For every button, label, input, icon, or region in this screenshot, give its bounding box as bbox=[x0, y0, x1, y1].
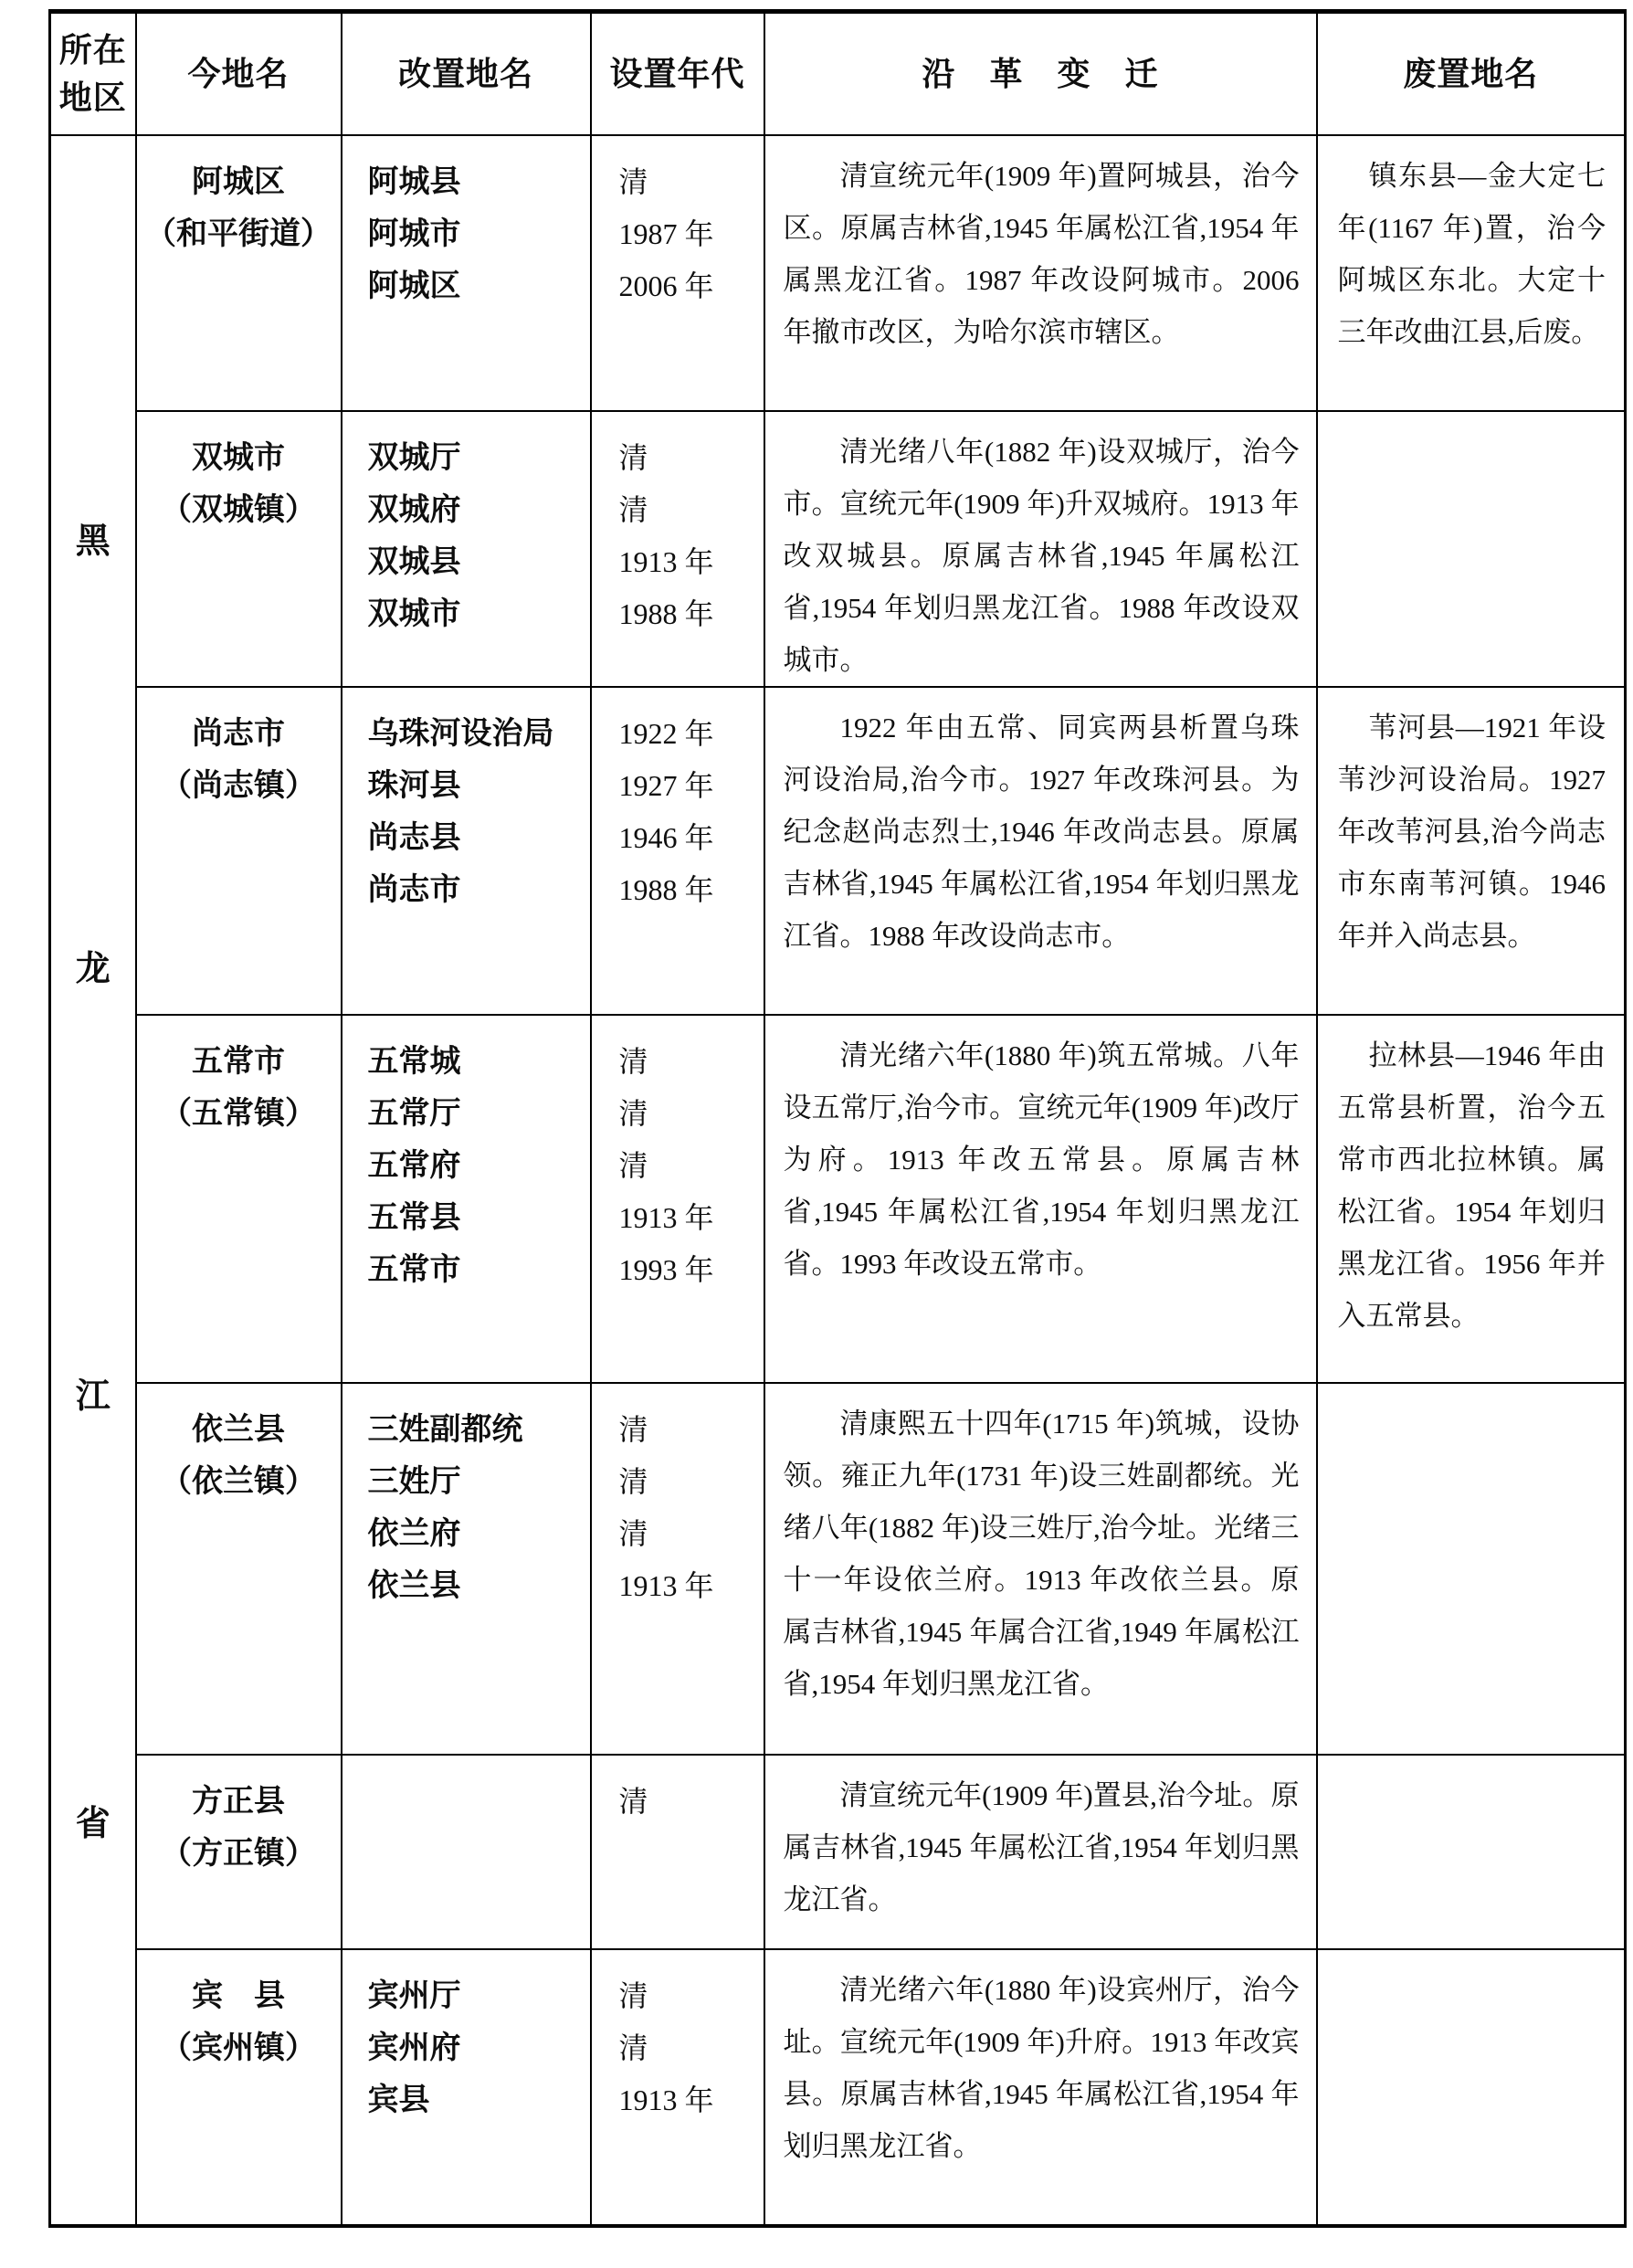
placename-history-table bbox=[48, 9, 1627, 2228]
cell-abolished bbox=[1317, 411, 1626, 687]
cell-today-name: 依兰县 （依兰镇） bbox=[136, 1383, 342, 1755]
cell-renamed bbox=[342, 1755, 591, 1949]
cell-abolished bbox=[1317, 1949, 1626, 2226]
table-row bbox=[50, 1949, 1626, 2226]
col-header-region bbox=[50, 12, 136, 135]
col-header-region-line1: 所在 bbox=[58, 30, 127, 69]
cell-era: 清 清 1913 年 1988 年 bbox=[591, 411, 764, 687]
cell-renamed: 五常城 五常厅 五常府 五常县 五常市 bbox=[342, 1015, 591, 1383]
col-header-region-line2: 地区 bbox=[58, 78, 127, 116]
col-header-era: 设置年代 bbox=[591, 12, 764, 135]
table-row bbox=[50, 1015, 1626, 1383]
col-header-evolution: 沿 革 变 迁 bbox=[764, 12, 1317, 135]
cell-abolished bbox=[1317, 1383, 1626, 1755]
cell-evolution: 清康熙五十四年(1715 年)筑城，设协领。雍正九年(1731 年)设三姓副都统。光绪八年(1882 年)设三姓厅,治今址。光绪三十一年设依兰府。1913 年改依兰县。原属吉林省,1945 年属合江省,1949 年属松江省,1954 年划归黑龙江省。 bbox=[764, 1383, 1317, 1755]
cell-renamed: 乌珠河设治局 珠河县 尚志县 尚志市 bbox=[342, 687, 591, 1015]
col-header-today: 今地名 bbox=[136, 12, 342, 135]
cell-abolished: 苇河县—1921 年设苇沙河设治局。1927 年改苇河县,治今尚志市东南苇河镇。1946 年并入尚志县。 bbox=[1317, 687, 1626, 1015]
region-vertical-label bbox=[51, 136, 135, 2222]
table-row bbox=[50, 411, 1626, 687]
region-char: 省 bbox=[75, 1804, 111, 1843]
cell-era: 清 清 清 1913 年 1993 年 bbox=[591, 1015, 764, 1383]
cell-today-name: 五常市 （五常镇） bbox=[136, 1015, 342, 1383]
cell-abolished bbox=[1317, 1755, 1626, 1949]
table-row bbox=[50, 135, 1626, 411]
scanned-page bbox=[48, 9, 1627, 2228]
cell-abolished: 拉林县—1946 年由五常县析置，治今五常市西北拉林镇。属松江省。1954 年划归黑龙江省。1956 年并入五常县。 bbox=[1317, 1015, 1626, 1383]
col-header-renamed: 改置地名 bbox=[342, 12, 591, 135]
cell-era: 清 清 1913 年 bbox=[591, 1949, 764, 2226]
cell-renamed: 宾州厅 宾州府 宾县 bbox=[342, 1949, 591, 2226]
cell-renamed: 三姓副都统 三姓厅 依兰府 依兰县 bbox=[342, 1383, 591, 1755]
region-char: 龙 bbox=[75, 950, 111, 989]
cell-today-name: 双城市 （双城镇） bbox=[136, 411, 342, 687]
region-char: 黑 bbox=[75, 522, 111, 562]
table-row bbox=[50, 1383, 1626, 1755]
cell-today-name: 阿城区 （和平街道） bbox=[136, 135, 342, 411]
col-header-abolished: 废置地名 bbox=[1317, 12, 1626, 135]
cell-renamed: 阿城县 阿城市 阿城区 bbox=[342, 135, 591, 411]
cell-abolished: 镇东县—金大定七年(1167 年)置，治今阿城区东北。大定十三年改曲江县,后废。 bbox=[1317, 135, 1626, 411]
table-row bbox=[50, 1755, 1626, 1949]
cell-era: 清 1987 年 2006 年 bbox=[591, 135, 764, 411]
table-row bbox=[50, 687, 1626, 1015]
cell-evolution: 1922 年由五常、同宾两县析置乌珠河设治局,治今市。1927 年改珠河县。为纪念赵尚志烈士,1946 年改尚志县。原属吉林省,1945 年属松江省,1954 年划归黑龙江省。1988 年改设尚志市。 bbox=[764, 687, 1317, 1015]
region-char: 江 bbox=[75, 1377, 111, 1416]
cell-today-name: 宾 县 （宾州镇） bbox=[136, 1949, 342, 2226]
region-merged-cell bbox=[50, 135, 136, 2226]
cell-era: 清 清 清 1913 年 bbox=[591, 1383, 764, 1755]
cell-renamed: 双城厅 双城府 双城县 双城市 bbox=[342, 411, 591, 687]
cell-evolution: 清光绪六年(1880 年)筑五常城。八年设五常厅,治今市。宣统元年(1909 年)改厅为府。1913 年改五常县。原属吉林省,1945 年属松江省,1954 年划归黑龙江省。1993 年改设五常市。 bbox=[764, 1015, 1317, 1383]
cell-era: 清 bbox=[591, 1755, 764, 1949]
cell-today-name: 方正县 （方正镇） bbox=[136, 1755, 342, 1949]
cell-evolution: 清宣统元年(1909 年)置阿城县，治今区。原属吉林省,1945 年属松江省,1954 年属黑龙江省。1987 年改设阿城市。2006 年撤市改区，为哈尔滨市辖区。 bbox=[764, 135, 1317, 411]
cell-evolution: 清宣统元年(1909 年)置县,治今址。原属吉林省,1945 年属松江省,1954 年划归黑龙江省。 bbox=[764, 1755, 1317, 1949]
cell-evolution: 清光绪六年(1880 年)设宾州厅，治今址。宣统元年(1909 年)升府。1913 年改宾县。原属吉林省,1945 年属松江省,1954 年划归黑龙江省。 bbox=[764, 1949, 1317, 2226]
cell-era: 1922 年 1927 年 1946 年 1988 年 bbox=[591, 687, 764, 1015]
cell-evolution: 清光绪八年(1882 年)设双城厅，治今市。宣统元年(1909 年)升双城府。1913 年改双城县。原属吉林省,1945 年属松江省,1954 年划归黑龙江省。1988 年改设双城市。 bbox=[764, 411, 1317, 687]
header-row bbox=[50, 12, 1626, 135]
cell-today-name: 尚志市 （尚志镇） bbox=[136, 687, 342, 1015]
